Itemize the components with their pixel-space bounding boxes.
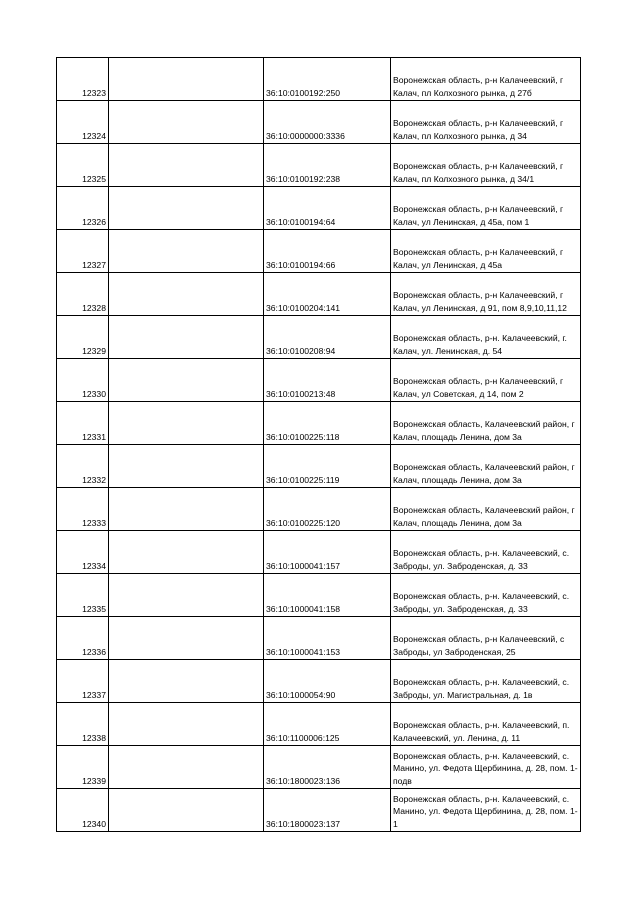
address-cell: Воронежская область, р-н. Калачеевский, п. Калачеевский, ул. Ленина, д. 11 <box>391 703 581 746</box>
row-number-cell: 12328 <box>57 273 109 316</box>
cadastral-number-cell: 36:10:1000041:157 <box>264 531 391 574</box>
address-cell: Воронежская область, р-н Калачеевский, г Калач, ул Ленинская, д 45а <box>391 230 581 273</box>
cadastral-number-cell: 36:10:0100225:120 <box>264 488 391 531</box>
empty-cell <box>109 445 264 488</box>
empty-cell <box>109 316 264 359</box>
table-row <box>57 187 581 230</box>
cadastral-number-cell: 36:10:1000054:90 <box>264 660 391 703</box>
address-cell: Воронежская область, р-н Калачеевский, г Калач, ул Ленинская, д 91, пом 8,9,10,11,12 <box>391 273 581 316</box>
row-number-cell: 12334 <box>57 531 109 574</box>
row-number-cell: 12333 <box>57 488 109 531</box>
table-row <box>57 402 581 445</box>
cadastral-number-cell: 36:10:0100204:141 <box>264 273 391 316</box>
address-cell: Воронежская область, р-н. Калачеевский, г. Калач, ул. Ленинская, д. 54 <box>391 316 581 359</box>
registry-body <box>57 58 581 832</box>
cadastral-number-cell: 36:10:0000000:3336 <box>264 101 391 144</box>
cadastral-number-cell: 36:10:0100192:250 <box>264 58 391 101</box>
empty-cell <box>109 58 264 101</box>
empty-cell <box>109 187 264 230</box>
table-row <box>57 230 581 273</box>
row-number-cell: 12336 <box>57 617 109 660</box>
address-cell: Воронежская область, р-н. Калачеевский, с. Заброды, ул. Магистральная, д. 1в <box>391 660 581 703</box>
table-row <box>57 660 581 703</box>
registry-table <box>56 57 581 832</box>
address-cell: Воронежская область, р-н Калачеевский, г Калач, пл Колхозного рынка, д 27б <box>391 58 581 101</box>
empty-cell <box>109 574 264 617</box>
empty-cell <box>109 402 264 445</box>
cadastral-number-cell: 36:10:0100192:238 <box>264 144 391 187</box>
address-cell: Воронежская область, р-н. Калачеевский, с. Манино, ул. Федота Щербинина, д. 28, пом. 1-подв <box>391 746 581 789</box>
cadastral-number-cell: 36:10:0100225:119 <box>264 445 391 488</box>
empty-cell <box>109 703 264 746</box>
table-row <box>57 445 581 488</box>
table-row <box>57 359 581 402</box>
row-number-cell: 12338 <box>57 703 109 746</box>
table-row <box>57 316 581 359</box>
empty-cell <box>109 230 264 273</box>
empty-cell <box>109 660 264 703</box>
empty-cell <box>109 101 264 144</box>
table-row <box>57 789 581 832</box>
table-row <box>57 617 581 660</box>
row-number-cell: 12332 <box>57 445 109 488</box>
cadastral-number-cell: 36:10:1000041:158 <box>264 574 391 617</box>
empty-cell <box>109 746 264 789</box>
address-cell: Воронежская область, р-н. Калачеевский, с. Манино, ул. Федота Щербинина, д. 28, пом. 1-1 <box>391 789 581 832</box>
row-number-cell: 12340 <box>57 789 109 832</box>
row-number-cell: 12339 <box>57 746 109 789</box>
table-row <box>57 488 581 531</box>
table-row <box>57 273 581 316</box>
empty-cell <box>109 531 264 574</box>
address-cell: Воронежская область, Калачеевский район, г Калач, площадь Ленина, дом 3а <box>391 445 581 488</box>
cadastral-number-cell: 36:10:1000041:153 <box>264 617 391 660</box>
row-number-cell: 12331 <box>57 402 109 445</box>
address-cell: Воронежская область, р-н Калачеевский, г Калач, ул Ленинская, д 45а, пом 1 <box>391 187 581 230</box>
row-number-cell: 12325 <box>57 144 109 187</box>
row-number-cell: 12337 <box>57 660 109 703</box>
empty-cell <box>109 617 264 660</box>
row-number-cell: 12324 <box>57 101 109 144</box>
table-row <box>57 144 581 187</box>
table-row <box>57 746 581 789</box>
address-cell: Воронежская область, р-н Калачеевский, г Калач, пл Колхозного рынка, д 34/1 <box>391 144 581 187</box>
empty-cell <box>109 789 264 832</box>
address-cell: Воронежская область, Калачеевский район, г Калач, площадь Ленина, дом 3а <box>391 488 581 531</box>
address-cell: Воронежская область, Калачеевский район, г Калач, площадь Ленина, дом 3а <box>391 402 581 445</box>
empty-cell <box>109 359 264 402</box>
table-row <box>57 531 581 574</box>
cadastral-number-cell: 36:10:0100213:48 <box>264 359 391 402</box>
table-row <box>57 101 581 144</box>
address-cell: Воронежская область, р-н. Калачеевский, с. Заброды, ул. Заброденская, д. 33 <box>391 531 581 574</box>
address-cell: Воронежская область, р-н Калачеевский, г Калач, ул Советская, д 14, пом 2 <box>391 359 581 402</box>
row-number-cell: 12323 <box>57 58 109 101</box>
cadastral-number-cell: 36:10:1100006:125 <box>264 703 391 746</box>
address-cell: Воронежская область, р-н Калачеевский, с Заброды, ул Заброденская, 25 <box>391 617 581 660</box>
cadastral-number-cell: 36:10:0100194:64 <box>264 187 391 230</box>
table-row <box>57 703 581 746</box>
empty-cell <box>109 273 264 316</box>
row-number-cell: 12326 <box>57 187 109 230</box>
table-row <box>57 58 581 101</box>
row-number-cell: 12330 <box>57 359 109 402</box>
cadastral-number-cell: 36:10:1800023:136 <box>264 746 391 789</box>
cadastral-number-cell: 36:10:1800023:137 <box>264 789 391 832</box>
cadastral-number-cell: 36:10:0100194:66 <box>264 230 391 273</box>
address-cell: Воронежская область, р-н. Калачеевский, с. Заброды, ул. Заброденская, д. 33 <box>391 574 581 617</box>
row-number-cell: 12335 <box>57 574 109 617</box>
row-number-cell: 12329 <box>57 316 109 359</box>
row-number-cell: 12327 <box>57 230 109 273</box>
address-cell: Воронежская область, р-н Калачеевский, г Калач, пл Колхозного рынка, д 34 <box>391 101 581 144</box>
cadastral-number-cell: 36:10:0100225:118 <box>264 402 391 445</box>
empty-cell <box>109 488 264 531</box>
table-row <box>57 574 581 617</box>
empty-cell <box>109 144 264 187</box>
cadastral-number-cell: 36:10:0100208:94 <box>264 316 391 359</box>
